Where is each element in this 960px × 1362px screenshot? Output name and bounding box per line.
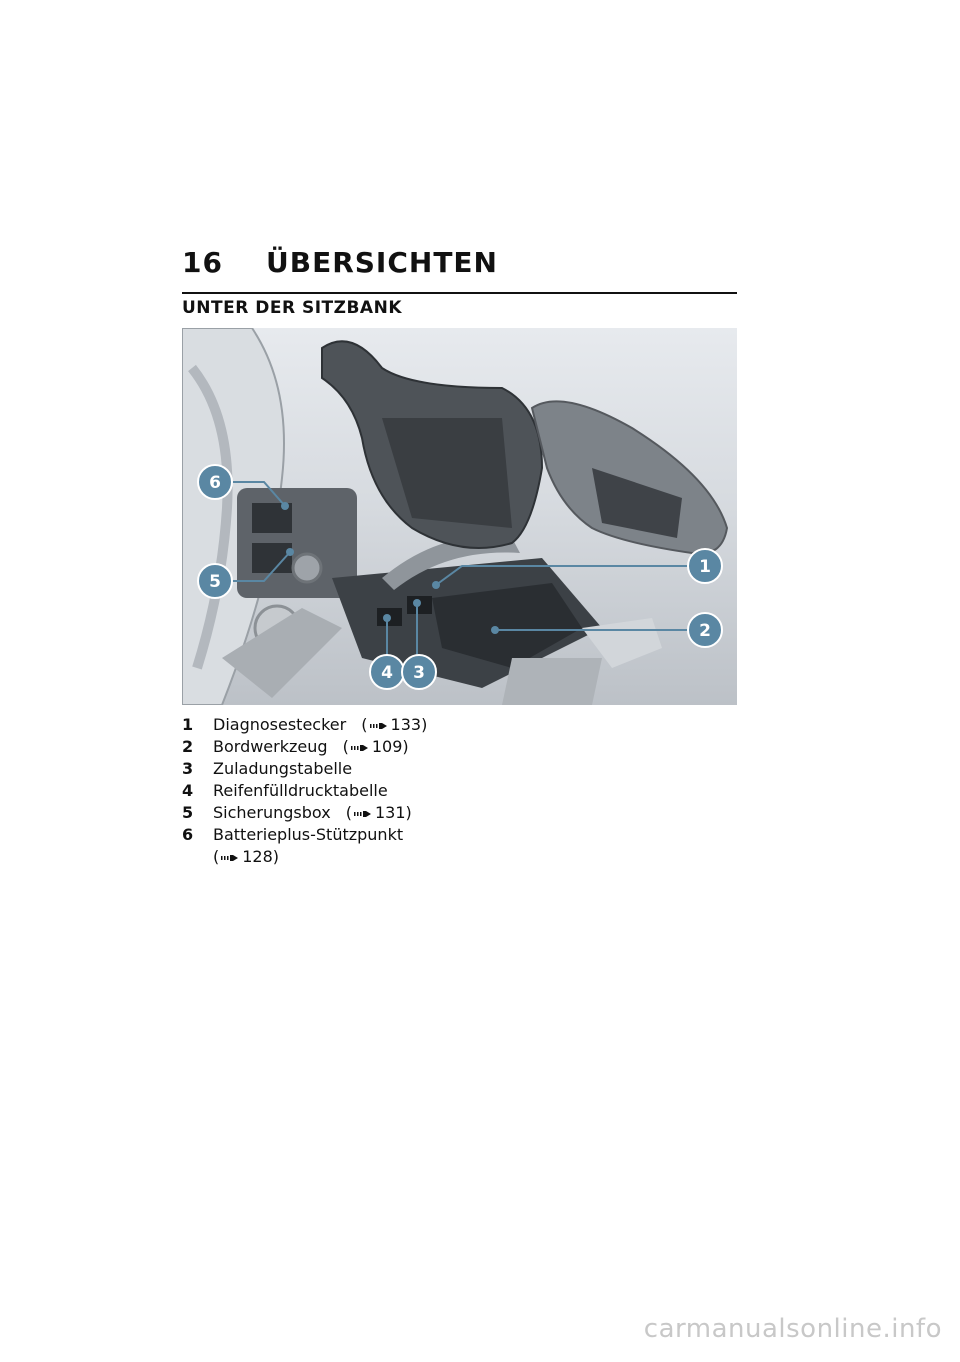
legend-item xyxy=(182,758,737,780)
under-seat-illustration xyxy=(182,328,737,705)
callout-2-label: 2 xyxy=(699,621,711,641)
ref-open-paren: ( xyxy=(361,715,368,734)
legend-item xyxy=(182,824,737,868)
header-rule xyxy=(182,292,737,294)
legend-number: 4 xyxy=(182,781,194,800)
callout-5 xyxy=(198,564,232,598)
callout-6-label: 6 xyxy=(209,473,221,493)
page-reference[interactable] xyxy=(346,803,412,822)
page-ref-arrow-icon xyxy=(221,853,239,863)
legend-number: 3 xyxy=(182,759,194,778)
ref-page: 131) xyxy=(375,803,412,822)
ref-page: 109) xyxy=(371,737,409,756)
legend-number: 2 xyxy=(182,737,194,756)
legend-label: Reifenfülldrucktabelle xyxy=(213,781,388,800)
callout-2 xyxy=(688,613,722,647)
page-number: 16 xyxy=(182,245,223,279)
legend-number: 1 xyxy=(182,715,194,734)
page-ref-arrow-icon xyxy=(370,721,388,731)
legend-item xyxy=(182,714,737,736)
callout-6 xyxy=(198,465,232,499)
legend-label: Bordwerkzeug xyxy=(213,737,328,756)
callout-1-label: 1 xyxy=(699,557,711,577)
ref-page: 128) xyxy=(242,847,280,866)
ref-page: 133) xyxy=(390,715,428,734)
ref-open-paren: ( xyxy=(213,847,220,866)
ref-open-paren: ( xyxy=(345,803,352,822)
legend-label: Zuladungstabelle xyxy=(213,759,353,778)
callout-5-label: 5 xyxy=(209,572,221,592)
page-reference[interactable] xyxy=(343,737,409,756)
page-reference[interactable] xyxy=(213,846,737,868)
page-header xyxy=(182,242,737,282)
watermark: carmanualsonline.info xyxy=(643,1314,942,1344)
ref-open-paren: ( xyxy=(342,737,349,756)
motorcycle-illustration xyxy=(182,328,737,705)
legend-item xyxy=(182,780,737,802)
page-ref-arrow-icon xyxy=(354,809,372,819)
legend-item xyxy=(182,736,737,758)
legend-number: 6 xyxy=(182,825,194,844)
page-ref-arrow-icon xyxy=(351,743,369,753)
callout-4-label: 4 xyxy=(381,663,393,683)
callout-4 xyxy=(370,655,404,689)
page-reference[interactable] xyxy=(361,715,427,734)
legend-list xyxy=(182,714,737,868)
legend-label: Sicherungsbox xyxy=(213,803,331,822)
legend-label: Batterieplus-Stützpunkt xyxy=(213,825,404,844)
section-title: UNTER DER SITZBANK xyxy=(182,298,402,318)
callout-1 xyxy=(688,549,722,583)
callout-3 xyxy=(402,655,436,689)
legend-label: Diagnosestecker xyxy=(213,715,347,734)
legend-item xyxy=(182,802,737,824)
callout-3-label: 3 xyxy=(413,663,425,683)
chapter-title: ÜBERSICHTEN xyxy=(266,245,498,279)
legend-number: 5 xyxy=(182,803,194,822)
